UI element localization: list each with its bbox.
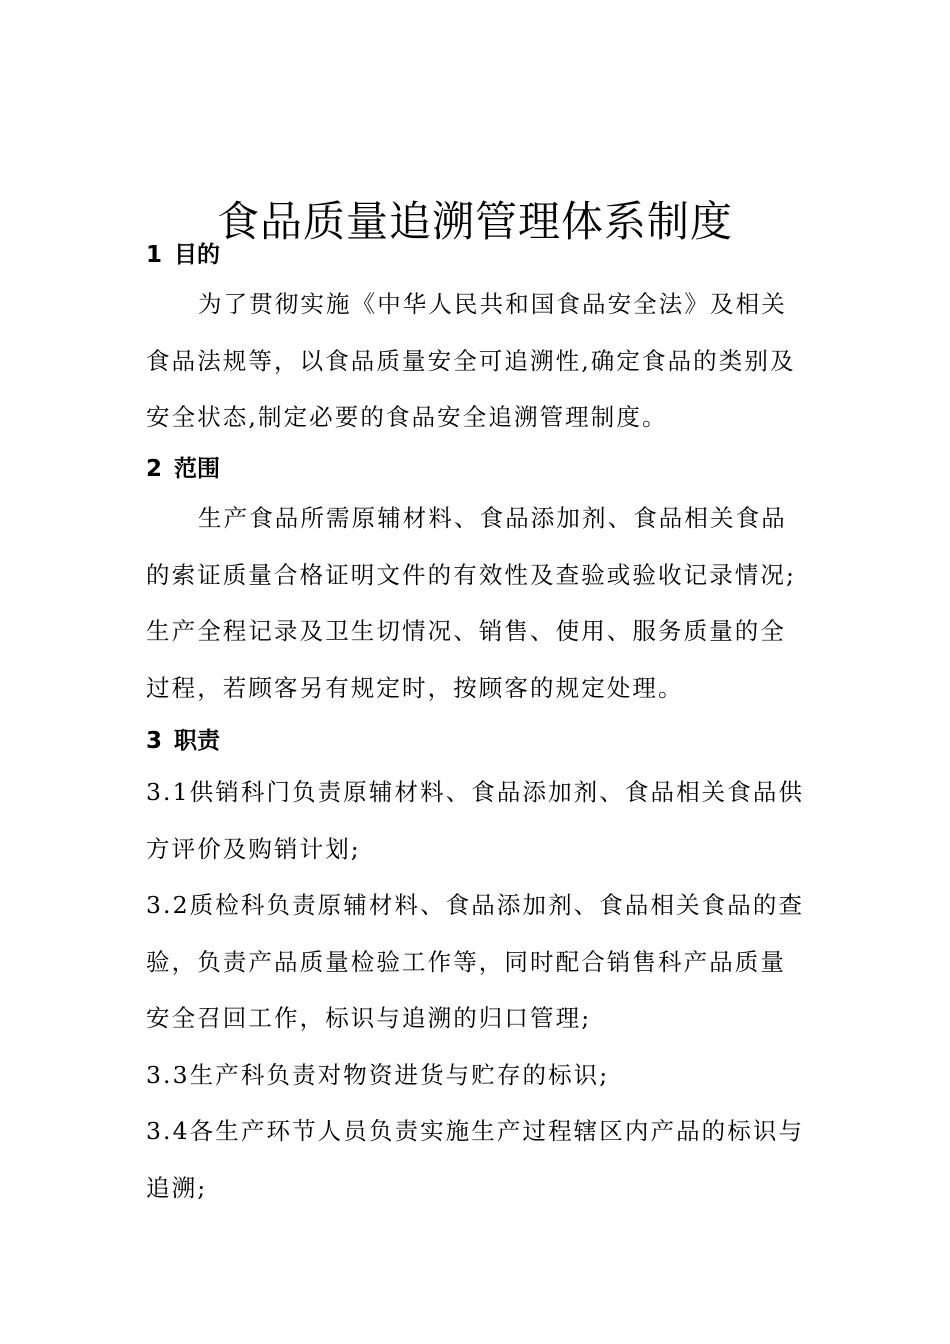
section-title: 职责 (174, 728, 221, 754)
paragraph-line: 为了贯彻实施《中华人民共和国食品安全法》及相关 (198, 290, 787, 318)
section-title: 范围 (174, 456, 221, 482)
section-body-responsibilities (146, 764, 806, 1216)
list-item: 方评价及购销计划; (146, 834, 361, 863)
section-heading-purpose (146, 240, 220, 270)
section-number: 2 (146, 456, 163, 482)
list-item: 追溯; (146, 1173, 208, 1202)
paragraph-line: 安全状态,制定必要的食品安全追溯管理制度。 (146, 403, 668, 431)
section-heading-responsibilities (146, 726, 220, 756)
section-heading-scope (146, 454, 220, 484)
list-item: 3.3生产科负责对物资进货与贮存的标识; (146, 1060, 610, 1089)
paragraph-line: 过程，若顾客另有规定时，按顾客的规定处理。 (146, 673, 684, 702)
section-body-scope (146, 490, 806, 716)
list-item: 3.1供销科门负责原辅材料、食品添加剂、食品相关食品供 (146, 778, 805, 806)
list-item: 3.2质检科负责原辅材料、食品添加剂、食品相关食品的查 (146, 891, 805, 919)
paragraph-line: 生产全程记录及卫生切情况、销售、使用、服务质量的全 (146, 617, 786, 645)
list-item: 3.4各生产环节人员负责实施生产过程辖区内产品的标识与 (146, 1117, 805, 1145)
list-item: 验，负责产品质量检验工作等，同时配合销售科产品质量 (146, 947, 786, 976)
section-number: 1 (146, 242, 163, 268)
list-item: 安全召回工作，标识与追溯的归口管理; (146, 1004, 592, 1032)
paragraph-line: 生产食品所需原辅材料、食品添加剂、食品相关食品 (198, 504, 787, 532)
paragraph-line: 的索证质量合格证明文件的有效性及查验或验收记录情况; (146, 560, 797, 589)
section-title: 目的 (174, 242, 221, 268)
section-body-purpose (146, 276, 806, 446)
section-number: 3 (146, 728, 163, 754)
paragraph-line: 食品法规等，以食品质量安全可追溯性,确定食品的类别及 (146, 346, 796, 375)
document-title: 食品质量追溯管理体系制度 (216, 197, 733, 247)
